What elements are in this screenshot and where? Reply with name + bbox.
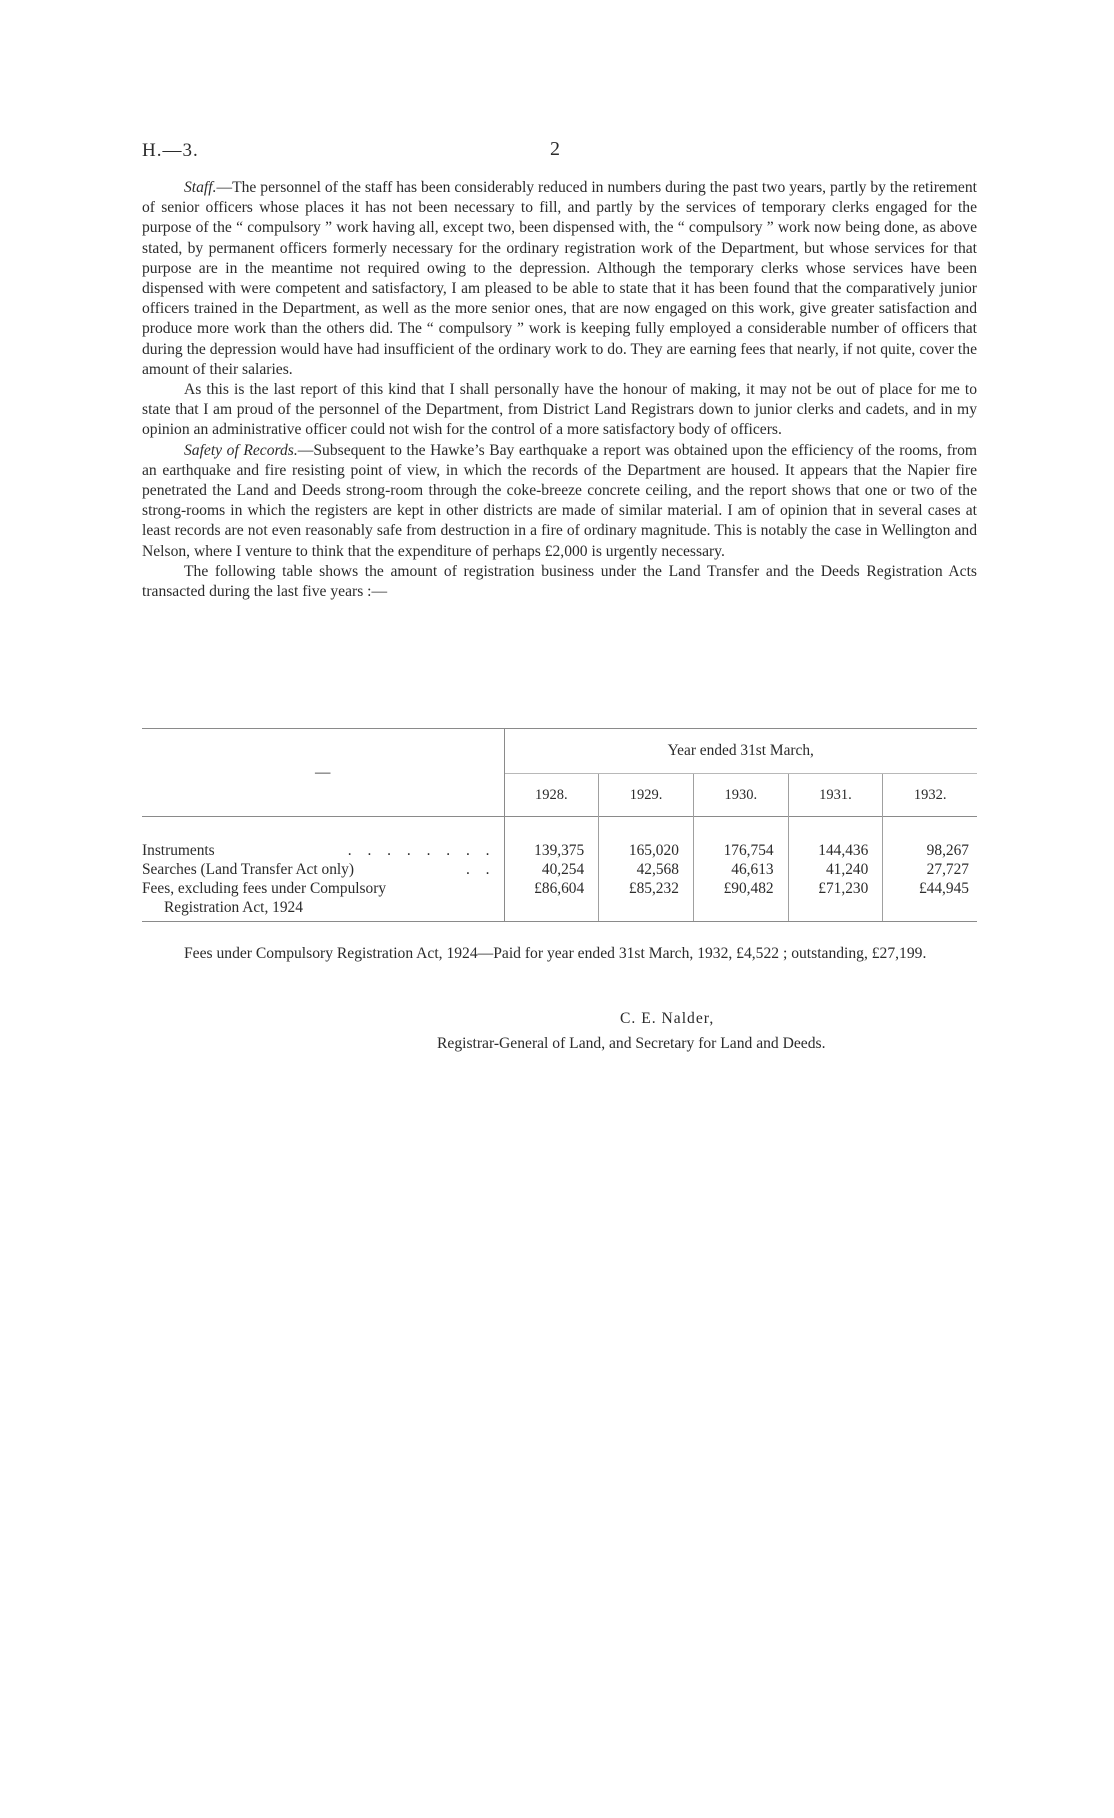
table-cell: £71,230 [788,879,883,917]
table-cell: 40,254 [504,860,599,879]
table-cell: 144,436 [788,841,883,860]
paragraph-last-report [142,380,977,441]
row-label: . . . . . . . . Instruments [142,841,504,860]
table-cell: £86,604 [504,879,599,917]
table-cell: 98,267 [926,842,969,859]
table-cell: 46,613 [693,860,788,879]
table-cell: £44,945 [918,880,969,897]
table-blank-header: — [142,729,504,817]
paragraph-heading: Safety of Records. [184,441,298,459]
signatory-title: Registrar-General of Land, and Secretary for Land and Deeds. [437,1035,826,1052]
table-cell: £85,232 [599,879,694,917]
report-body [142,178,977,602]
table-cell: 176,754 [693,841,788,860]
table-cell: 139,375 [504,841,599,860]
paragraph-text: The following table shows the amount of registration business under the Land Transfer and the Deeds Registration Acts transacted during the last five years :— [142,562,977,601]
table-group-header-row [142,729,977,774]
table-cell: 27,727 [926,861,969,878]
year-header: 1932. [913,786,947,803]
paragraph-text: —Subsequent to the Hawke’s Bay earthquake a report was obtained upon the efficiency of the rooms, from an earthquake and fire resisting point of view, in which the records of the Department are housed. It appears that the Napier fire penetrated the Land and Deeds strong-room through the coke-breeze concrete ceiling, and the report shows that one or two of the strong-rooms in which the registers are kept in other districts are made of similar material. I am of opinion that in several cases at least records are not even reasonably safe from destruction in a fire of ordinary magnitude. This is notably the case in Wellington and Nelson, where I venture to think that the expenditure of perhaps £2,000 is urgently necessary. [142,441,978,560]
year-header: 1930. [693,774,788,817]
year-header: 1931. [788,774,883,817]
leader-dots: . . . . . . . . [347,842,496,859]
table-row [142,860,977,879]
year-header: 1929. [599,774,694,817]
paragraph-text: As this is the last report of this kind that I shall personally have the honour of making, it may not be out of place for me to state that I am proud of the personnel of the Department, from District Land Registrars down to junior clerks and cadets, and in my opinion an administrative officer could not wish for the control of a more satisfactory body of officers. [142,381,977,439]
compulsory-fees-note: Fees under Compulsory Registration Act, 1924—Paid for year ended 31st March, 1932, £4,522 ; outstanding, £27,199. [184,945,927,962]
page-number: 2 [550,138,560,160]
document-reference: H.—3. [142,140,199,161]
registration-business-table [142,728,977,922]
paragraph-staff [142,178,977,380]
paragraph-safety-of-records [142,441,977,562]
table-cell: 42,568 [599,860,694,879]
leader-dots: . . [465,861,496,878]
row-label: . . Searches (Land Transfer Act only) [142,860,504,879]
table-cell: £90,482 [693,879,788,917]
signatory-name: C. E. Nalder, [620,1010,715,1027]
paragraph-table-intro [142,562,977,602]
table-group-header: Year ended 31st March, [504,729,977,774]
table-row [142,841,977,860]
table-row [142,879,977,917]
table-cell: 165,020 [599,841,694,860]
paragraph-heading: Staff. [184,179,217,196]
row-label: Fees, excluding fees under Compulsory Registration Act, 1924 [142,879,504,917]
paragraph-text: —The personnel of the staff has been considerably reduced in numbers during the past two years, partly by the retirement of senior officers whose places it has not been necessary to fill, and partly by the services of temporary clerks engaged for the purpose of the “ compulsory ” work having all, except two, been dispensed with, the “ compulsory ” work now being done, as above stated, by permanent officers formerly necessary for the ordinary registration work of the Department, but whose services for that purpose are in the meantime not required owing to the depression. Although the temporary clerks whose services have been dispensed with were competent and satisfactory, I am pleased to be able to state that it has been found that the comparatively junior officers trained in the Department, as well as the more senior ones, that are now engaged on this work, give greater satisfaction and produce more work than the others did. The “ compulsory ” work is keeping fully employed a considerable number of officers that during the depression would have had insufficient of the ordinary work to do. They are earning fees that nearly, if not quite, cover the amount of their salaries. [142,179,977,378]
year-header: 1928. [504,774,599,817]
table-cell: 41,240 [788,860,883,879]
